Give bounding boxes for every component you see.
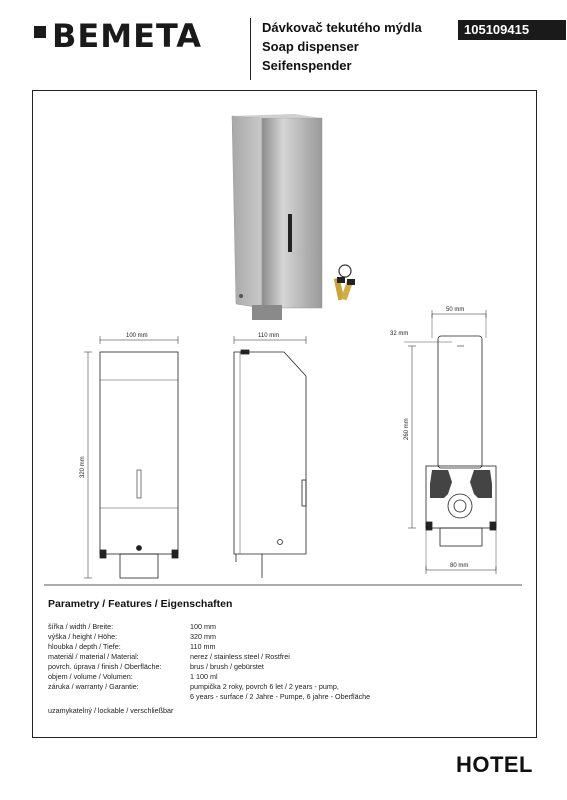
param-label: hloubka / depth / Tiefe: (48, 642, 121, 651)
keys-icon (334, 265, 355, 300)
front-height-label: 320 mm (80, 456, 86, 478)
back-view (404, 310, 496, 574)
param-value: 6 years - surface / 2 Jahre - Pumpe, 6 jahre - Oberfläche (190, 692, 371, 701)
params-title: Parametry / Features / Eigenschaften (48, 598, 233, 610)
param-label: výška / height / Höhe: (48, 632, 118, 641)
param-label: uzamykatelný / lockable / verschließbar (48, 706, 174, 715)
param-value: nerez / stainless steel / Rostfrei (190, 652, 290, 661)
product-code: 105109415 (458, 20, 566, 40)
front-width-label: 100 mm (126, 333, 148, 339)
title-czech: Dávkovač tekutého mýdla (262, 20, 422, 35)
param-label: záruka / warranty / Garantie: (48, 682, 139, 691)
front-view (84, 336, 178, 578)
title-english: Soap dispenser (262, 39, 359, 54)
param-label: objem / volume / Volumen: (48, 672, 133, 681)
param-label: povrch. úprava / finish / Oberfläche: (48, 662, 162, 671)
product-photo (232, 114, 355, 320)
param-label: materiál / material / Material: (48, 652, 139, 661)
param-value: brus / brush / gebürstet (190, 662, 264, 671)
category-label: HOTEL (455, 752, 533, 777)
param-value: 110 mm (190, 642, 216, 651)
param-label: šířka / width / Breite: (48, 622, 114, 631)
logo-text: BEMETA (52, 17, 203, 55)
param-value: pumpička 2 roky, povrch 6 let / 2 years - pump, (190, 682, 339, 691)
side-depth-label: 110 mm (258, 333, 280, 339)
side-view (234, 336, 306, 578)
title-german: Seifenspender (262, 58, 352, 73)
param-value: 320 mm (190, 632, 216, 641)
param-value: 100 mm (190, 622, 216, 631)
back-offset-label: 32 mm (390, 331, 409, 337)
back-bottom-label: 80 mm (450, 563, 469, 569)
param-value: 1 100 ml (190, 672, 218, 681)
back-height-label: 260 mm (404, 418, 410, 440)
back-top-label: 50 mm (446, 307, 465, 313)
